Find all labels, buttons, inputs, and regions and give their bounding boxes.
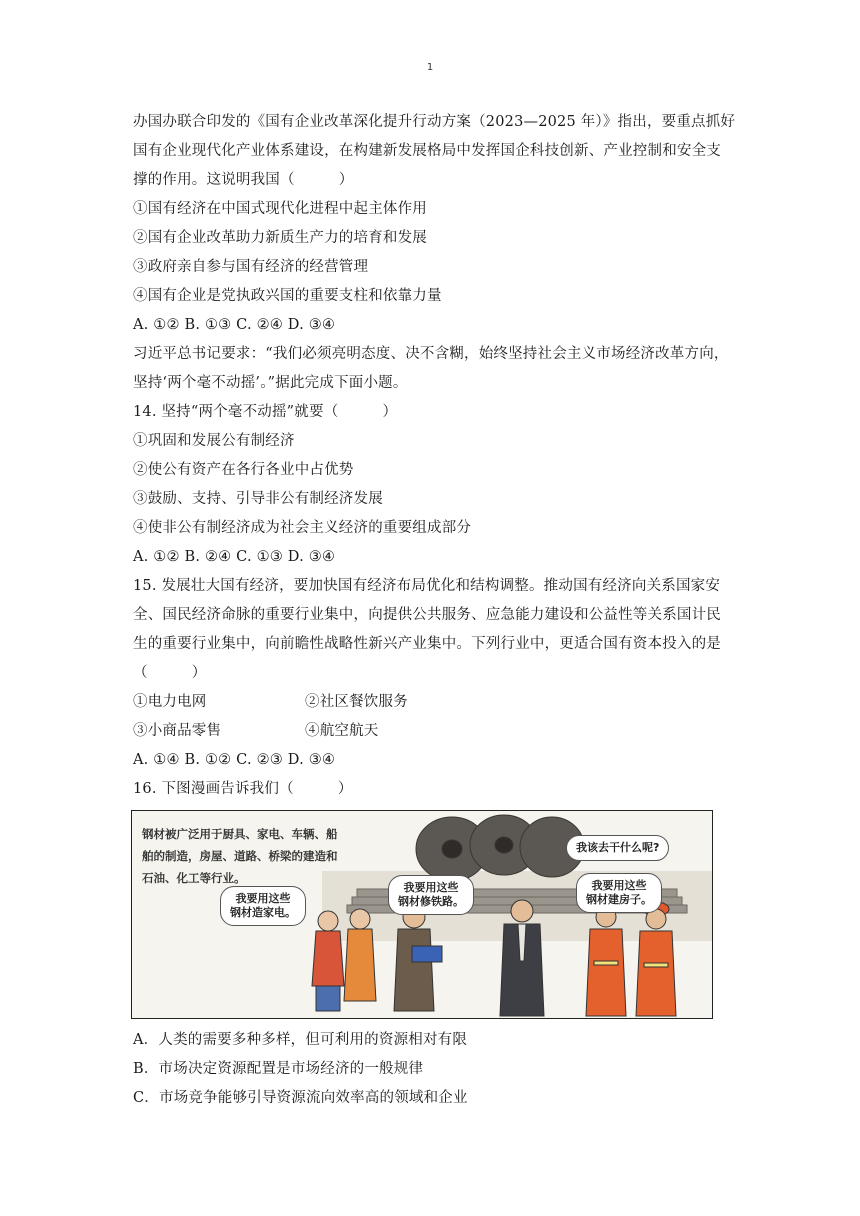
q13-stem-line: 国有企业现代化产业体系建设，在构建新发展格局中发挥国企科技创新、产业控制和安全支 xyxy=(133,143,721,159)
cartoon-caption-line: 石油、化工等行业。 xyxy=(142,871,246,885)
q15-stem-line: 15. 发展壮大国有经济，要加快国有经济布局优化和结构调整。推动国有经济向关系国家安 xyxy=(133,578,721,594)
q14-item: ③鼓励、支持、引导非公有制经济发展 xyxy=(133,491,383,507)
q13-item: ②国有企业改革助力新质生产力的培育和发展 xyxy=(133,230,427,246)
q14-choices: A. ①② B. ②④ C. ①③ D. ③④ xyxy=(133,549,336,565)
bubble-question: 我该去干什么呢? xyxy=(566,835,669,861)
q15-stem-line: 全、国民经济命脉的重要行业集中，向提供公共服务、应急能力建设和公益性等关系国计民 xyxy=(133,607,721,623)
bubble-house xyxy=(576,873,662,913)
q16-option: B．市场决定资源配置是市场经济的一般规律 xyxy=(133,1061,424,1077)
q15-item: ③小商品零售 xyxy=(133,723,222,739)
q15-item: ④航空航天 xyxy=(305,723,379,739)
q13-stem-line: 撑的作用。这说明我国（ ） xyxy=(133,172,354,188)
cartoon-caption xyxy=(142,823,382,889)
bubble-railway xyxy=(388,875,474,915)
q16-options xyxy=(133,1026,468,1113)
cartoon-caption-line: 舶的制造，房屋、道路、桥梁的建造和 xyxy=(142,849,338,863)
bubble-line: 钢材造家电。 xyxy=(230,906,296,919)
q16-stem: 16. 下图漫画告诉我们（ ） xyxy=(133,781,353,797)
q16-option: C．市场竞争能够引导资源流向效率高的领域和企业 xyxy=(133,1090,468,1106)
steel-cartoon xyxy=(131,810,713,1019)
q13-item: ④国有企业是党执政兴国的重要支柱和依靠力量 xyxy=(133,288,442,304)
bubble-line: 钢材修铁路。 xyxy=(398,895,464,908)
q14-stem: 14. 坚持“两个毫不动摇”就要（ ） xyxy=(133,404,398,420)
q13-choices: A. ①② B. ①③ C. ②④ D. ③④ xyxy=(133,317,336,333)
q13-item: ①国有经济在中国式现代化进程中起主体作用 xyxy=(133,201,427,217)
q16-option: A．人类的需要多种多样，但可利用的资源相对有限 xyxy=(133,1032,468,1048)
page-number: 1 xyxy=(426,62,434,73)
q15-stem-line: （ ） xyxy=(133,665,207,681)
q15-choices: A. ①④ B. ①② C. ②③ D. ③④ xyxy=(133,752,336,768)
bubble-line: 我要用这些 xyxy=(591,879,647,892)
bubble-appliance xyxy=(220,886,306,926)
q15-item: ①电力电网 xyxy=(133,694,207,710)
question-content xyxy=(133,108,736,804)
q15-items-row xyxy=(133,717,733,746)
cartoon-caption-line: 钢材被广泛用于厨具、家电、车辆、船 xyxy=(142,827,338,841)
q15-items-row xyxy=(133,688,733,717)
q13-stem xyxy=(133,108,736,195)
intro-line: 坚持‘两个毫不动摇’。”据此完成下面小题。 xyxy=(133,375,408,391)
q13-item: ③政府亲自参与国有经济的经营管理 xyxy=(133,259,369,275)
q15-stem-line: 生的重要行业集中，向前瞻性战略性新兴产业集中。下列行业中，更适合国有资本投入的是 xyxy=(133,636,721,652)
q14-item: ④使非公有制经济成为社会主义经济的重要组成部分 xyxy=(133,520,472,536)
q15-item: ②社区餐饮服务 xyxy=(305,694,408,710)
steel-coils xyxy=(416,815,584,881)
q14-item: ②使公有资产在各行各业中占优势 xyxy=(133,462,354,478)
bubble-line: 我要用这些 xyxy=(403,881,459,894)
q13-stem-line: 办国办联合印发的《国有企业改革深化提升行动方案（2023—2025 年）》指出，要重点抓好 xyxy=(133,114,736,130)
bubble-line: 我要用这些 xyxy=(235,892,291,905)
bubble-line: 钢材建房子。 xyxy=(586,893,652,906)
intro-line: 习近平总书记要求：“我们必须亮明态度、决不含糊，始终坚持社会主义市场经济改革方向， xyxy=(133,346,729,362)
q14-item: ①巩固和发展公有制经济 xyxy=(133,433,295,449)
